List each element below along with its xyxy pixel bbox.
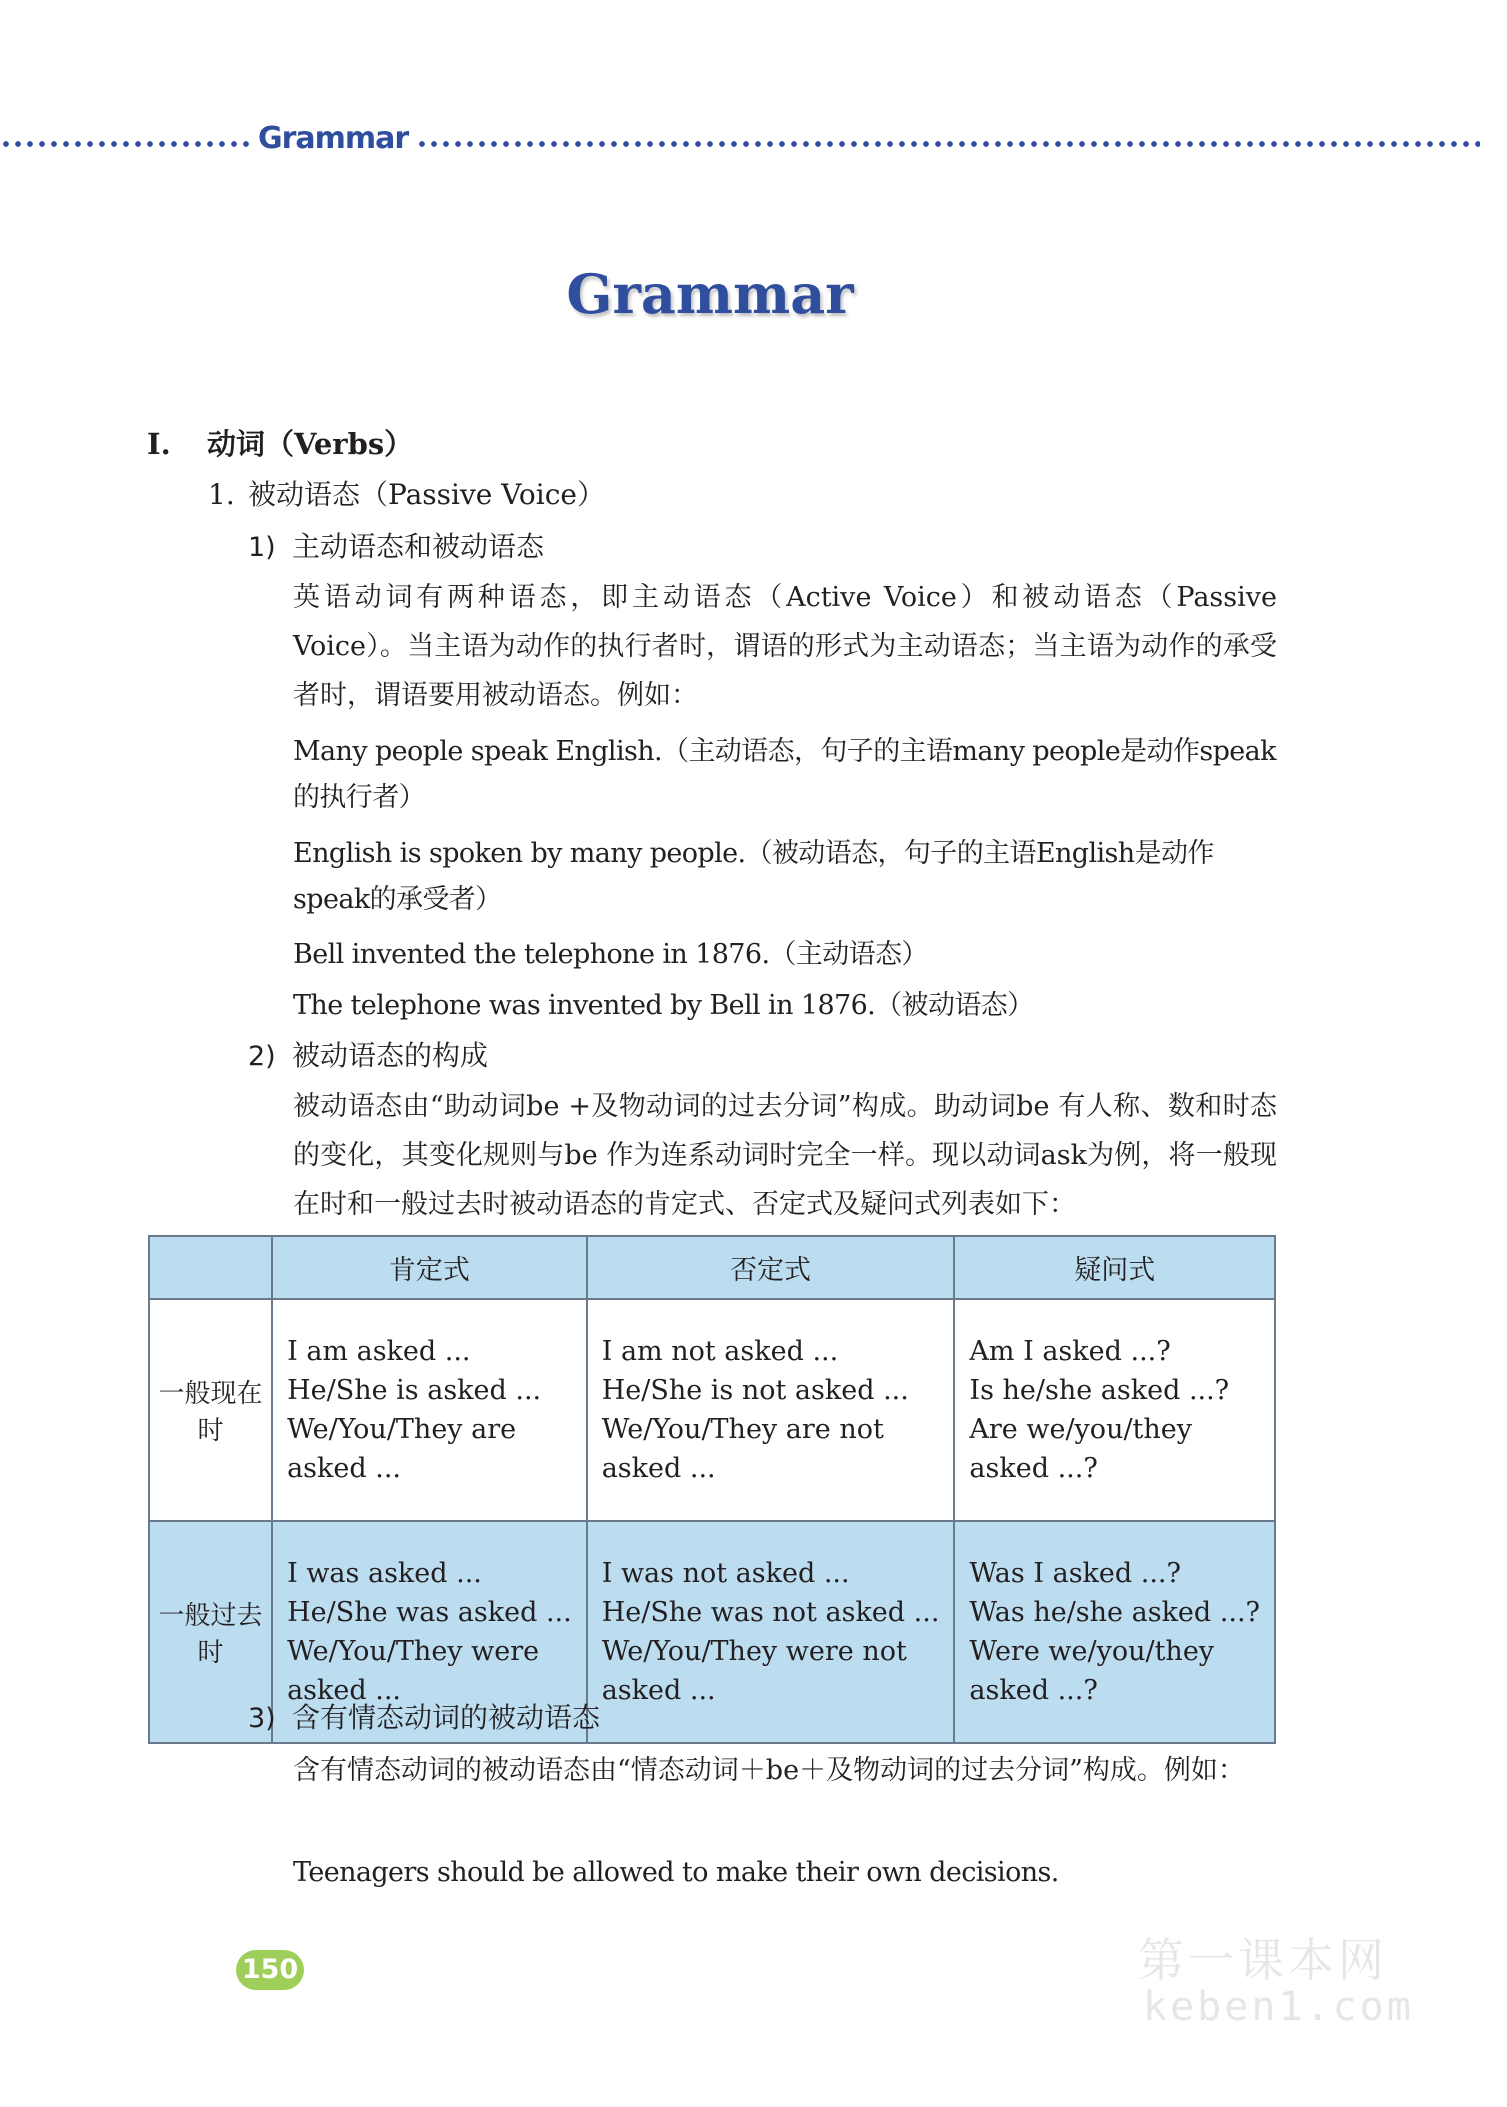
table-header-question: 疑问式 — [954, 1236, 1275, 1299]
item-label: 被动语态的构成 — [292, 1039, 489, 1072]
example-sentence: Bell invented the telephone in 1876.（主动语态） — [293, 939, 928, 970]
table-cell-line: Is he/she asked ...? — [969, 1375, 1230, 1406]
table-header-row — [149, 1236, 1275, 1299]
page-number-badge: 150 — [236, 1950, 304, 1990]
table-cell-line: Are we/you/they — [969, 1414, 1193, 1445]
passive-voice-table — [148, 1235, 1276, 1744]
example-sentence: Many people speak English.（主动语态，句子的主语many people是动作speak的执行者） — [293, 736, 1276, 813]
subsection-heading — [208, 475, 605, 515]
item-label: 含有情态动词的被动语态 — [292, 1701, 601, 1734]
page-title: Grammar — [566, 262, 854, 326]
table-cell-question — [954, 1521, 1275, 1743]
header-dot-rule-right — [416, 140, 1480, 148]
item-number: 1) — [248, 532, 276, 563]
section-label: 动词（Verbs） — [207, 427, 414, 461]
table-cell-line: He/She was asked ... — [287, 1597, 572, 1628]
item-number: 2) — [248, 1041, 276, 1072]
table-cell-line: I was asked ... — [287, 1558, 482, 1589]
table-cell-line: Was he/she asked ...? — [969, 1597, 1260, 1628]
table-cell-negative — [587, 1299, 955, 1521]
table-header-negative: 否定式 — [587, 1236, 955, 1299]
running-header — [0, 118, 1507, 168]
table-cell-question — [954, 1299, 1275, 1521]
table-cell-line: He/She is asked ... — [287, 1375, 542, 1406]
table-cell-line: I was not asked ... — [601, 1558, 850, 1589]
table-header-affirmative: 肯定式 — [272, 1236, 587, 1299]
table-row-label: 一般现在时 — [149, 1299, 272, 1521]
table-header-corner — [149, 1236, 272, 1299]
section-heading — [147, 424, 413, 464]
table-row-label: 一般过去时 — [149, 1521, 272, 1743]
table-cell-line: asked ...? — [969, 1453, 1098, 1484]
table-cell-line: asked ... — [601, 1675, 716, 1706]
subsection-label: 被动语态（Passive Voice） — [248, 478, 605, 511]
table-cell-line: We/You/They were not — [601, 1636, 907, 1667]
header-dot-rule-left — [0, 140, 250, 148]
example-sentence: English is spoken by many people.（被动语态，句子的主语English是动作speak的承受者） — [293, 838, 1214, 915]
table-cell-line: Were we/you/they — [969, 1636, 1215, 1667]
watermark-url: keben1.com — [1143, 1984, 1414, 2030]
table-cell-line: Am I asked ...? — [969, 1336, 1171, 1367]
example-sentence: Teenagers should be allowed to make their own decisions. — [293, 1857, 1059, 1888]
table-cell-line: We/You/They are not — [601, 1414, 884, 1445]
watermark-text: 第一课本网 — [1138, 1933, 1388, 1987]
table-cell-line: He/She is not asked ... — [601, 1375, 909, 1406]
subsection-number: 1. — [208, 478, 235, 511]
running-header-label: Grammar — [258, 121, 409, 156]
paragraph-active-passive: 英语动词有两种语态，即主动语态（Active Voice）和被动语态（Passive Voice）。当主语为动作的执行者时，谓语的形式为主动语态；当主语为动作的承受者时，谓语要用被动语态。例如： — [293, 582, 1277, 711]
table-cell-line: We/You/They were — [287, 1636, 540, 1667]
table-cell-line: asked ... — [287, 1675, 401, 1706]
item-heading-1 — [248, 527, 544, 568]
paragraph-modal-passive: 含有情态动词的被动语态由“情态动词＋be＋及物动词的过去分词”构成。例如： — [293, 1755, 1245, 1786]
item-number: 3) — [248, 1703, 276, 1734]
table-cell-line: I am not asked ... — [601, 1336, 839, 1367]
item-label: 主动语态和被动语态 — [292, 530, 545, 563]
table-cell-line: I am asked ... — [287, 1336, 471, 1367]
table-cell-line: Was I asked ...? — [969, 1558, 1181, 1589]
table-row — [149, 1299, 1275, 1521]
item-heading-2 — [248, 1036, 488, 1077]
table-cell-affirmative — [272, 1299, 587, 1521]
table-cell-negative — [587, 1521, 955, 1743]
table-cell-line: asked ...? — [969, 1675, 1098, 1706]
table-cell-line: We/You/They are — [287, 1414, 517, 1445]
item-heading-3 — [248, 1698, 600, 1739]
paragraph-passive-structure: 被动语态由“助动词be +及物动词的过去分词”构成。助动词be 有人称、数和时态的变化，其变化规则与be 作为连系动词时完全一样。现以动词ask为例，将一般现在时和一般过去时被动语态的肯定式、否定式及疑问式列表如下： — [293, 1091, 1277, 1220]
section-number: I. — [147, 427, 171, 461]
table-cell-line: asked ... — [601, 1453, 716, 1484]
table-cell-line: asked ... — [287, 1453, 401, 1484]
example-sentence: The telephone was invented by Bell in 1876.（被动语态） — [293, 990, 1034, 1021]
table-cell-line: He/She was not asked ... — [601, 1597, 940, 1628]
